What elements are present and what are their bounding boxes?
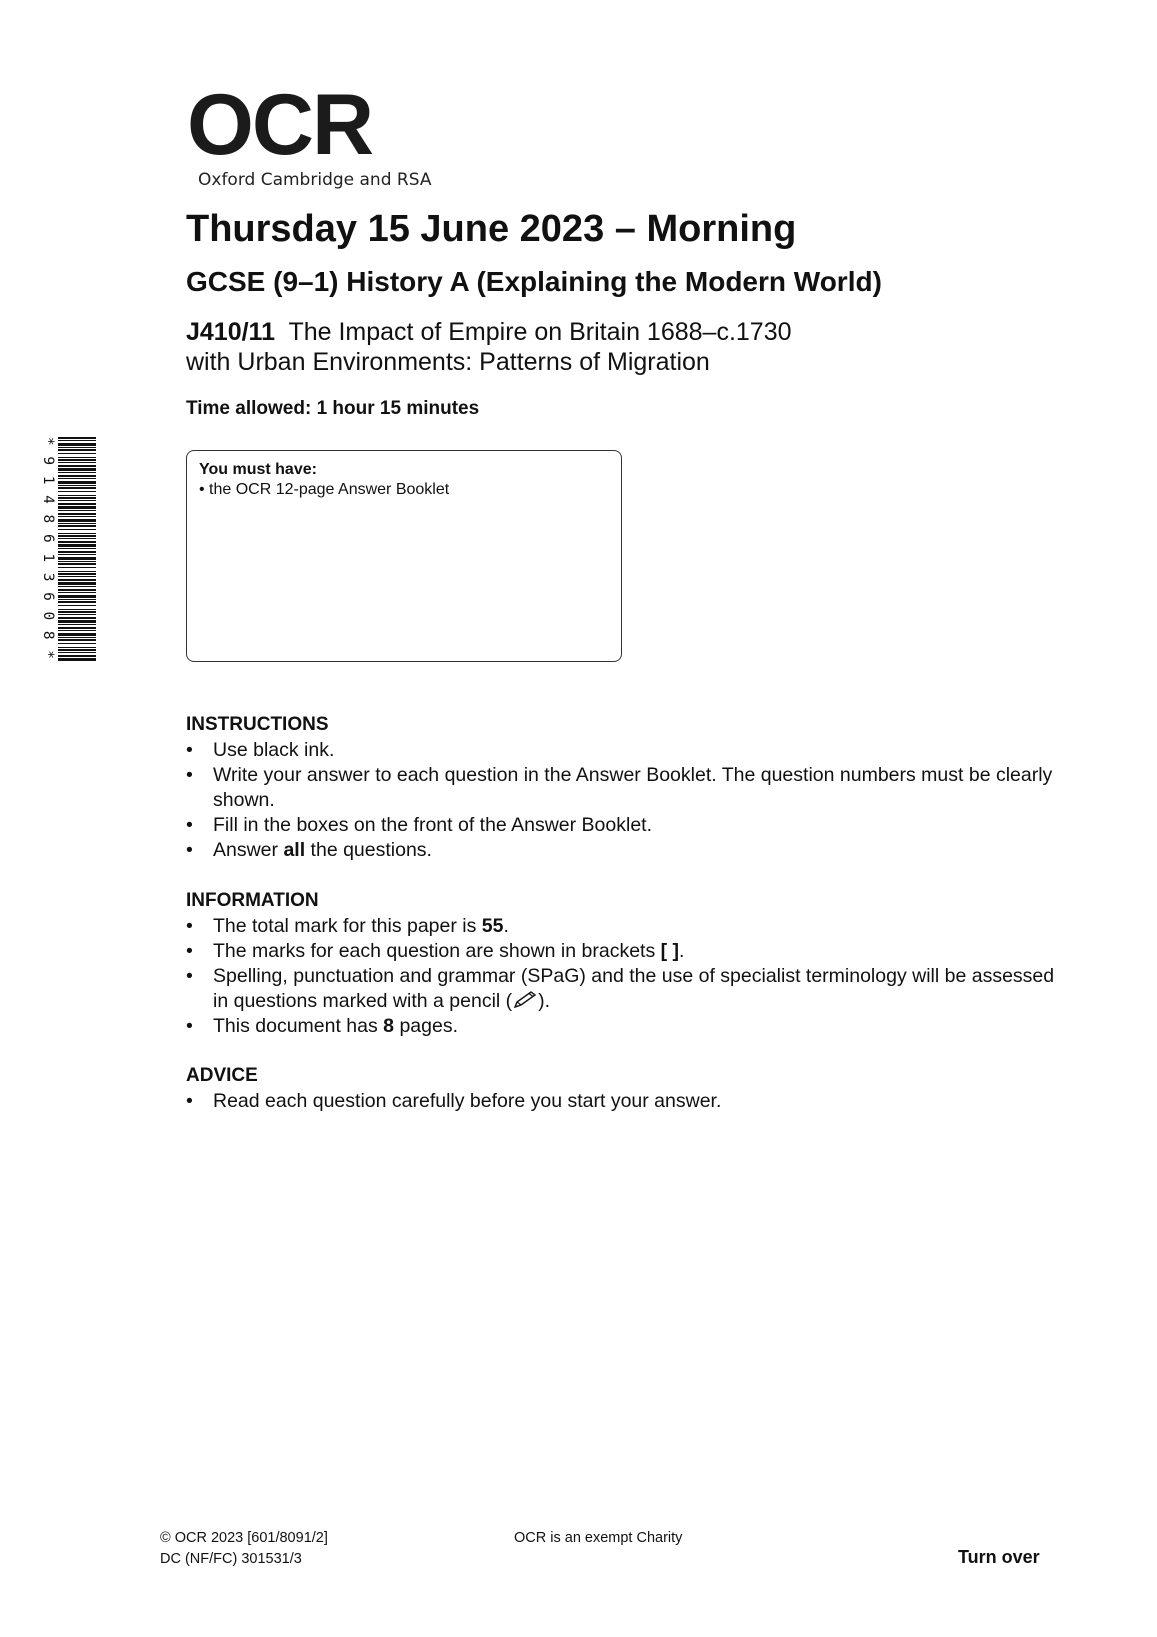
- instruction-text: Write your answer to each question in the Answer Booklet. The question numbers must be clearly shown.: [213, 764, 1053, 811]
- text-part: .: [503, 915, 509, 937]
- text-part: pages.: [394, 1015, 458, 1037]
- list-item: [186, 1089, 1066, 1114]
- list-item: [186, 914, 1066, 939]
- barcode-bar: [58, 462, 96, 463]
- barcode-bar: [58, 637, 96, 638]
- barcode-bar: [58, 500, 96, 501]
- barcode-bar: [58, 440, 96, 441]
- barcode-bar: [58, 447, 96, 448]
- barcode-bar: [58, 655, 96, 657]
- text-part: The marks for each question are shown in brackets: [213, 940, 661, 962]
- barcode-bar: [58, 485, 96, 486]
- information-heading: INFORMATION: [186, 890, 319, 911]
- list-item: [186, 738, 1066, 763]
- barcode-bar: [58, 647, 96, 648]
- barcode-bar: [58, 459, 96, 461]
- turn-over-label: Turn over: [958, 1547, 1040, 1567]
- barcode-bar: [58, 529, 96, 530]
- barcode: [38, 437, 96, 662]
- barcode-bar: [58, 551, 96, 553]
- bullet: •: [186, 1090, 193, 1112]
- barcode-bar: [58, 487, 96, 489]
- instruction-text: [213, 838, 1066, 863]
- barcode-bar: [58, 506, 96, 509]
- barcode-bar: [58, 457, 96, 458]
- barcode-text: *9148613608*: [40, 437, 56, 659]
- barcode-bar: [58, 658, 96, 661]
- barcode-bar: [58, 571, 96, 572]
- must-have-heading: You must have:: [199, 461, 317, 478]
- barcode-bar: [58, 443, 96, 446]
- barcode-bar: [58, 605, 96, 606]
- barcode-bar: [58, 627, 96, 629]
- information-list: [186, 914, 1066, 1039]
- instruction-text: Fill in the boxes on the front of the Answer Booklet.: [213, 814, 652, 836]
- instruction-text: Use black ink.: [213, 739, 335, 761]
- barcode-bar: [58, 592, 96, 593]
- instructions-list: [186, 738, 1066, 863]
- text-part: The total mark for this paper is: [213, 915, 482, 937]
- text-part: the questions.: [305, 839, 432, 861]
- barcode-bar: [58, 472, 96, 473]
- must-have-item: • the OCR 12-page Answer Booklet: [199, 481, 450, 498]
- bullet: •: [186, 739, 193, 761]
- barcode-bar: [58, 624, 96, 625]
- barcode-bar: [58, 533, 96, 534]
- list-item: [186, 763, 1066, 813]
- information-text: [213, 964, 1066, 1014]
- barcode-bar: [58, 513, 96, 515]
- barcode-bar: [58, 510, 96, 511]
- barcode-bar: [58, 620, 96, 623]
- barcode-bar: [58, 573, 96, 575]
- barcode-bar: [58, 453, 96, 454]
- bullet: •: [186, 814, 193, 836]
- barcode-bar: [58, 633, 96, 636]
- barcode-bar: [58, 525, 96, 527]
- time-allowed: Time allowed: 1 hour 15 minutes: [186, 398, 480, 419]
- list-item: [186, 838, 1066, 863]
- emphasis: 8: [383, 1015, 395, 1037]
- bullet: •: [186, 965, 193, 987]
- pencil-icon: [512, 990, 538, 1010]
- paper-title-line-1: [186, 318, 792, 347]
- barcode-bar: [58, 523, 96, 524]
- barcode-bar: [58, 630, 96, 631]
- barcode-bar: [58, 495, 96, 496]
- text-part: ).: [538, 990, 551, 1012]
- barcode-bar: [58, 503, 96, 505]
- barcode-bar: [58, 643, 96, 644]
- text-part: This document has: [213, 1015, 384, 1037]
- barcode-bar: [58, 576, 96, 577]
- paper-title-line-2: with Urban Environments: Patterns of Migration: [186, 348, 710, 376]
- must-have-box: [186, 450, 622, 662]
- text-part: Spelling, punctuation and grammar (SPaG) and the use of specialist terminology will be assessed in questions marked with a pencil (: [213, 965, 1055, 1012]
- barcode-bar: [58, 563, 96, 565]
- bullet: •: [186, 764, 193, 786]
- barcode-bar: [58, 561, 96, 562]
- information-text: [213, 939, 1066, 964]
- barcode-bar: [58, 582, 96, 585]
- barcode-bar: [58, 437, 96, 439]
- barcode-graphic: [38, 437, 96, 662]
- barcode-bar: [58, 497, 96, 499]
- barcode-bar: [58, 589, 96, 591]
- barcode-bar: [58, 554, 96, 555]
- barcode-bar: [58, 579, 96, 581]
- barcode-bar: [58, 481, 96, 484]
- barcode-bar: [58, 544, 96, 547]
- text-part: .: [679, 940, 685, 962]
- ocr-logo-subtitle: Oxford Cambridge and RSA: [198, 170, 432, 190]
- barcode-bar: [58, 617, 96, 619]
- barcode-bar: [58, 516, 96, 517]
- advice-text: Read each question carefully before you start your answer.: [213, 1090, 722, 1112]
- barcode-bar: [58, 541, 96, 543]
- barcode-bar: [58, 601, 96, 603]
- barcode-bar: [58, 519, 96, 522]
- advice-heading: ADVICE: [186, 1065, 258, 1086]
- barcode-bar: [58, 548, 96, 549]
- footer-copyright: © OCR 2023 [601/8091/2]: [160, 1530, 328, 1546]
- ocr-logo-wordmark: OCR: [187, 77, 373, 173]
- emphasis: 55: [481, 915, 504, 937]
- barcode-bar: [58, 599, 96, 600]
- barcode-bar: [58, 478, 96, 479]
- emphasis: [ ]: [660, 940, 680, 962]
- bullet: •: [186, 839, 193, 861]
- barcode-bar: [58, 639, 96, 641]
- barcode-bar: [58, 649, 96, 651]
- paper-title-part-1: The Impact of Empire on Britain 1688–c.1730: [288, 318, 792, 346]
- list-item: [186, 1014, 1066, 1039]
- text-part: Answer: [213, 839, 284, 861]
- bullet: •: [186, 1015, 193, 1037]
- barcode-bar: [58, 468, 96, 471]
- information-text: [213, 914, 1066, 939]
- barcode-bar: [58, 538, 96, 539]
- barcode-bar: [58, 611, 96, 613]
- instructions-heading: INSTRUCTIONS: [186, 714, 329, 735]
- barcode-bar: [58, 595, 96, 598]
- paper-code: J410/11: [186, 318, 275, 346]
- emphasis: all: [283, 839, 306, 861]
- list-item: [186, 939, 1066, 964]
- barcode-bar: [58, 475, 96, 477]
- information-text: [213, 1014, 1066, 1039]
- qualification-title: GCSE (9–1) History A (Explaining the Modern World): [186, 266, 882, 297]
- list-item: [186, 813, 1066, 838]
- barcode-bar: [58, 614, 96, 615]
- footer-doc-code: DC (NF/FC) 301531/3: [160, 1551, 302, 1567]
- list-item: [186, 964, 1066, 1014]
- bullet: •: [186, 940, 193, 962]
- barcode-bar: [58, 491, 96, 492]
- barcode-bar: [58, 652, 96, 653]
- footer-left: [160, 1528, 328, 1570]
- advice-list: [186, 1089, 1066, 1114]
- bullet: •: [186, 915, 193, 937]
- barcode-bar: [58, 449, 96, 451]
- exam-date-title: Thursday 15 June 2023 – Morning: [186, 208, 797, 250]
- footer-charity: OCR is an exempt Charity: [514, 1530, 683, 1546]
- barcode-bar: [58, 609, 96, 610]
- barcode-bar: [58, 535, 96, 537]
- barcode-bar: [58, 567, 96, 568]
- barcode-bar: [58, 465, 96, 467]
- barcode-bar: [58, 557, 96, 560]
- barcode-bar: [58, 586, 96, 587]
